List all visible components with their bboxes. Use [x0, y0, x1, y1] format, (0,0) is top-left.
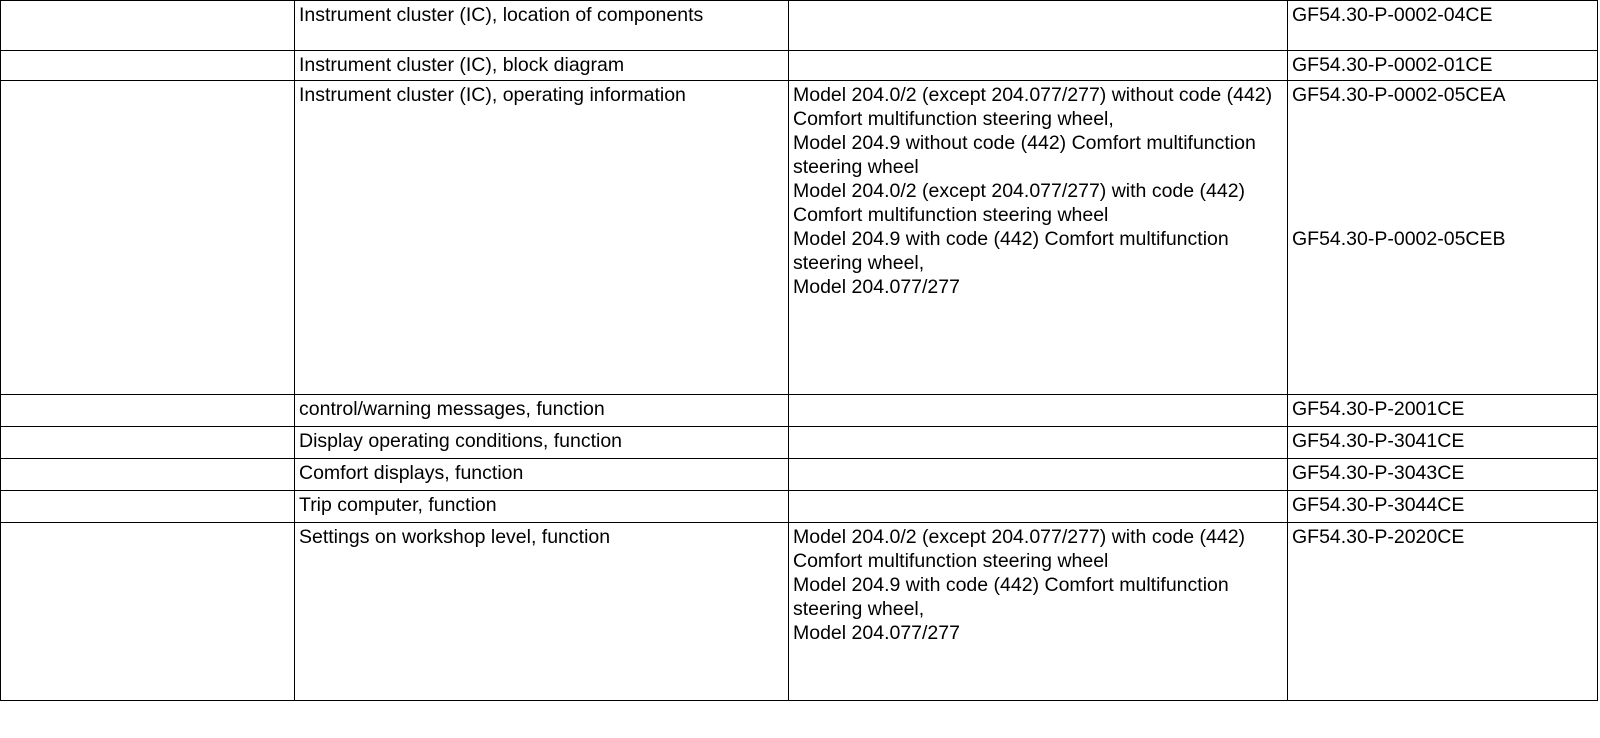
model-applicability	[789, 1, 1288, 51]
model-applicability	[789, 51, 1288, 81]
document-title[interactable]: Instrument cluster (IC), operating information	[295, 81, 789, 395]
table-row	[1, 1, 1598, 51]
document-title[interactable]: Trip computer, function	[295, 491, 789, 523]
table-row	[1, 395, 1598, 427]
document-code-value[interactable]: GF54.30-P-0002-05CEA	[1292, 84, 1506, 106]
document-code[interactable]	[1288, 51, 1598, 81]
document-code[interactable]	[1288, 395, 1598, 427]
table-row	[1, 81, 1598, 395]
document-title[interactable]: Comfort displays, function	[295, 459, 789, 491]
blank-cell	[1, 491, 295, 523]
document-code[interactable]	[1288, 491, 1598, 523]
document-code[interactable]	[1288, 1, 1598, 51]
table-row	[1, 523, 1598, 701]
document-code-value[interactable]: GF54.30-P-2001CE	[1292, 398, 1465, 420]
document-code-value[interactable]: GF54.30-P-3041CE	[1292, 430, 1465, 452]
model-applicability	[789, 523, 1288, 701]
blank-cell	[1, 395, 295, 427]
model-note: Model 204.077/277	[793, 276, 960, 298]
model-note: Model 204.077/277	[793, 622, 960, 644]
document-code-value[interactable]: GF54.30-P-0002-01CE	[1292, 54, 1493, 76]
model-applicability	[789, 491, 1288, 523]
blank-cell	[1, 81, 295, 395]
model-note: Model 204.0/2 (except 204.077/277) without code (442) Comfort multifunction steering wheel,	[793, 84, 1273, 130]
model-note: Model 204.0/2 (except 204.077/277) with code (442) Comfort multifunction steering wheel	[793, 180, 1246, 226]
document-title[interactable]: control/warning messages, function	[295, 395, 789, 427]
document-title[interactable]: Instrument cluster (IC), block diagram	[295, 51, 789, 81]
table-row	[1, 459, 1598, 491]
document-code[interactable]	[1288, 459, 1598, 491]
blank-cell	[1, 51, 295, 81]
document-code[interactable]	[1288, 523, 1598, 701]
document-title[interactable]: Display operating conditions, function	[295, 427, 789, 459]
document-code-value[interactable]: GF54.30-P-3043CE	[1292, 462, 1465, 484]
document-code[interactable]	[1288, 427, 1598, 459]
model-applicability	[789, 81, 1288, 395]
blank-cell	[1, 459, 295, 491]
blank-cell	[1, 523, 295, 701]
table-row	[1, 427, 1598, 459]
blank-cell	[1, 1, 295, 51]
model-note: Model 204.9 with code (442) Comfort multifunction steering wheel,	[793, 574, 1229, 620]
document-code[interactable]	[1288, 81, 1598, 395]
document-title[interactable]: Settings on workshop level, function	[295, 523, 789, 701]
model-applicability	[789, 395, 1288, 427]
model-applicability	[789, 459, 1288, 491]
code-spacer	[1292, 107, 1593, 227]
document-title[interactable]: Instrument cluster (IC), location of components	[295, 1, 789, 51]
blank-cell	[1, 427, 295, 459]
document-code-value[interactable]: GF54.30-P-3044CE	[1292, 494, 1465, 516]
model-note: Model 204.9 with code (442) Comfort multifunction steering wheel,	[793, 228, 1229, 274]
document-code-value[interactable]: GF54.30-P-0002-05CEB	[1292, 228, 1506, 250]
document-code-value[interactable]: GF54.30-P-2020CE	[1292, 526, 1465, 548]
model-note: Model 204.0/2 (except 204.077/277) with code (442) Comfort multifunction steering wheel	[793, 526, 1246, 572]
document-code-value[interactable]: GF54.30-P-0002-04CE	[1292, 4, 1493, 26]
table-row	[1, 51, 1598, 81]
table-row	[1, 491, 1598, 523]
model-note: Model 204.9 without code (442) Comfort multifunction steering wheel	[793, 132, 1256, 178]
model-applicability	[789, 427, 1288, 459]
